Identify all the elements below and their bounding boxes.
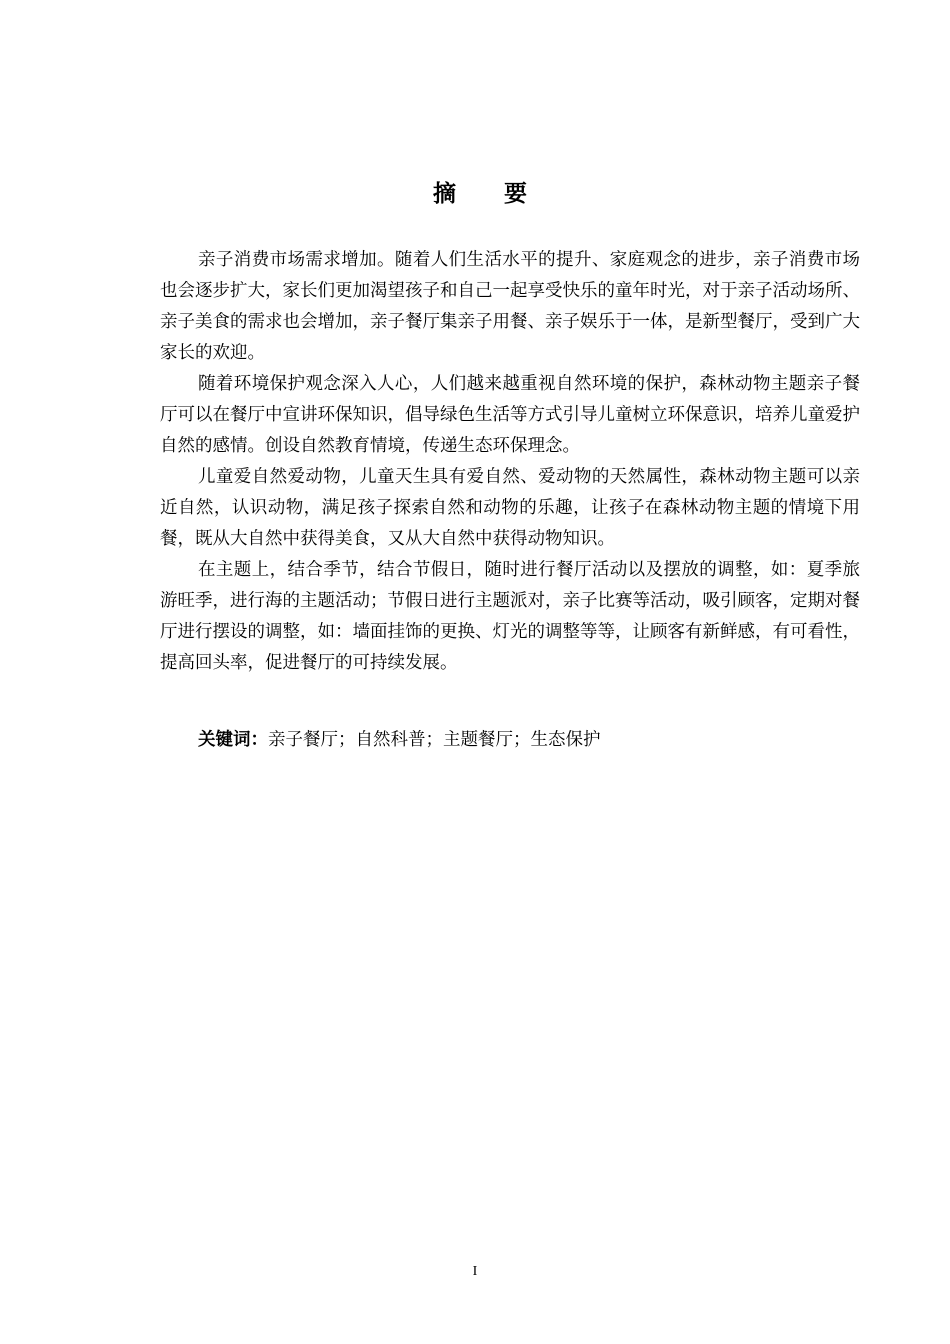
keywords-line (198, 725, 858, 756)
keywords-value: 亲子餐厅；自然科普；主题餐厅；生态保护 (268, 730, 601, 750)
page-title: 摘要 (433, 181, 575, 207)
abstract-paragraph: 儿童爱自然爱动物，儿童天生具有爱自然、爱动物的天然属性，森林动物主题可以亲近自然，认识动物，满足孩子探索自然和动物的乐趣，让孩子在森林动物主题的情境下用餐，既从大自然中获得美食，又从大自然中获得动物知识。 (160, 467, 860, 549)
abstract-paragraph: 亲子消费市场需求增加。随着人们生活水平的提升、家庭观念的进步，亲子消费市场也会逐步扩大，家长们更加渴望孩子和自己一起享受快乐的童年时光，对于亲子活动场所、亲子美食的需求也会增加，亲子餐厅集亲子用餐、亲子娱乐于一体，是新型餐厅，受到广大家长的欢迎。 (160, 250, 860, 363)
abstract-paragraph: 在主题上，结合季节，结合节假日，随时进行餐厅活动以及摆放的调整，如：夏季旅游旺季，进行海的主题活动；节假日进行主题派对，亲子比赛等活动，吸引顾客，定期对餐厅进行摆设的调整，如：墙面挂饰的更换、灯光的调整等等，让顾客有新鲜感，有可看性，提高回头率，促进餐厅的可持续发展。 (160, 560, 860, 673)
keywords-label: 关键词： (198, 730, 268, 750)
abstract-body (160, 245, 860, 679)
page-number: I (472, 1264, 478, 1279)
abstract-paragraph: 随着环境保护观念深入人心，人们越来越重视自然环境的保护，森林动物主题亲子餐厅可以在餐厅中宣讲环保知识，倡导绿色生活等方式引导儿童树立环保意识，培养儿童爱护自然的感情。创设自然教育情境，传递生态环保理念。 (160, 374, 860, 456)
